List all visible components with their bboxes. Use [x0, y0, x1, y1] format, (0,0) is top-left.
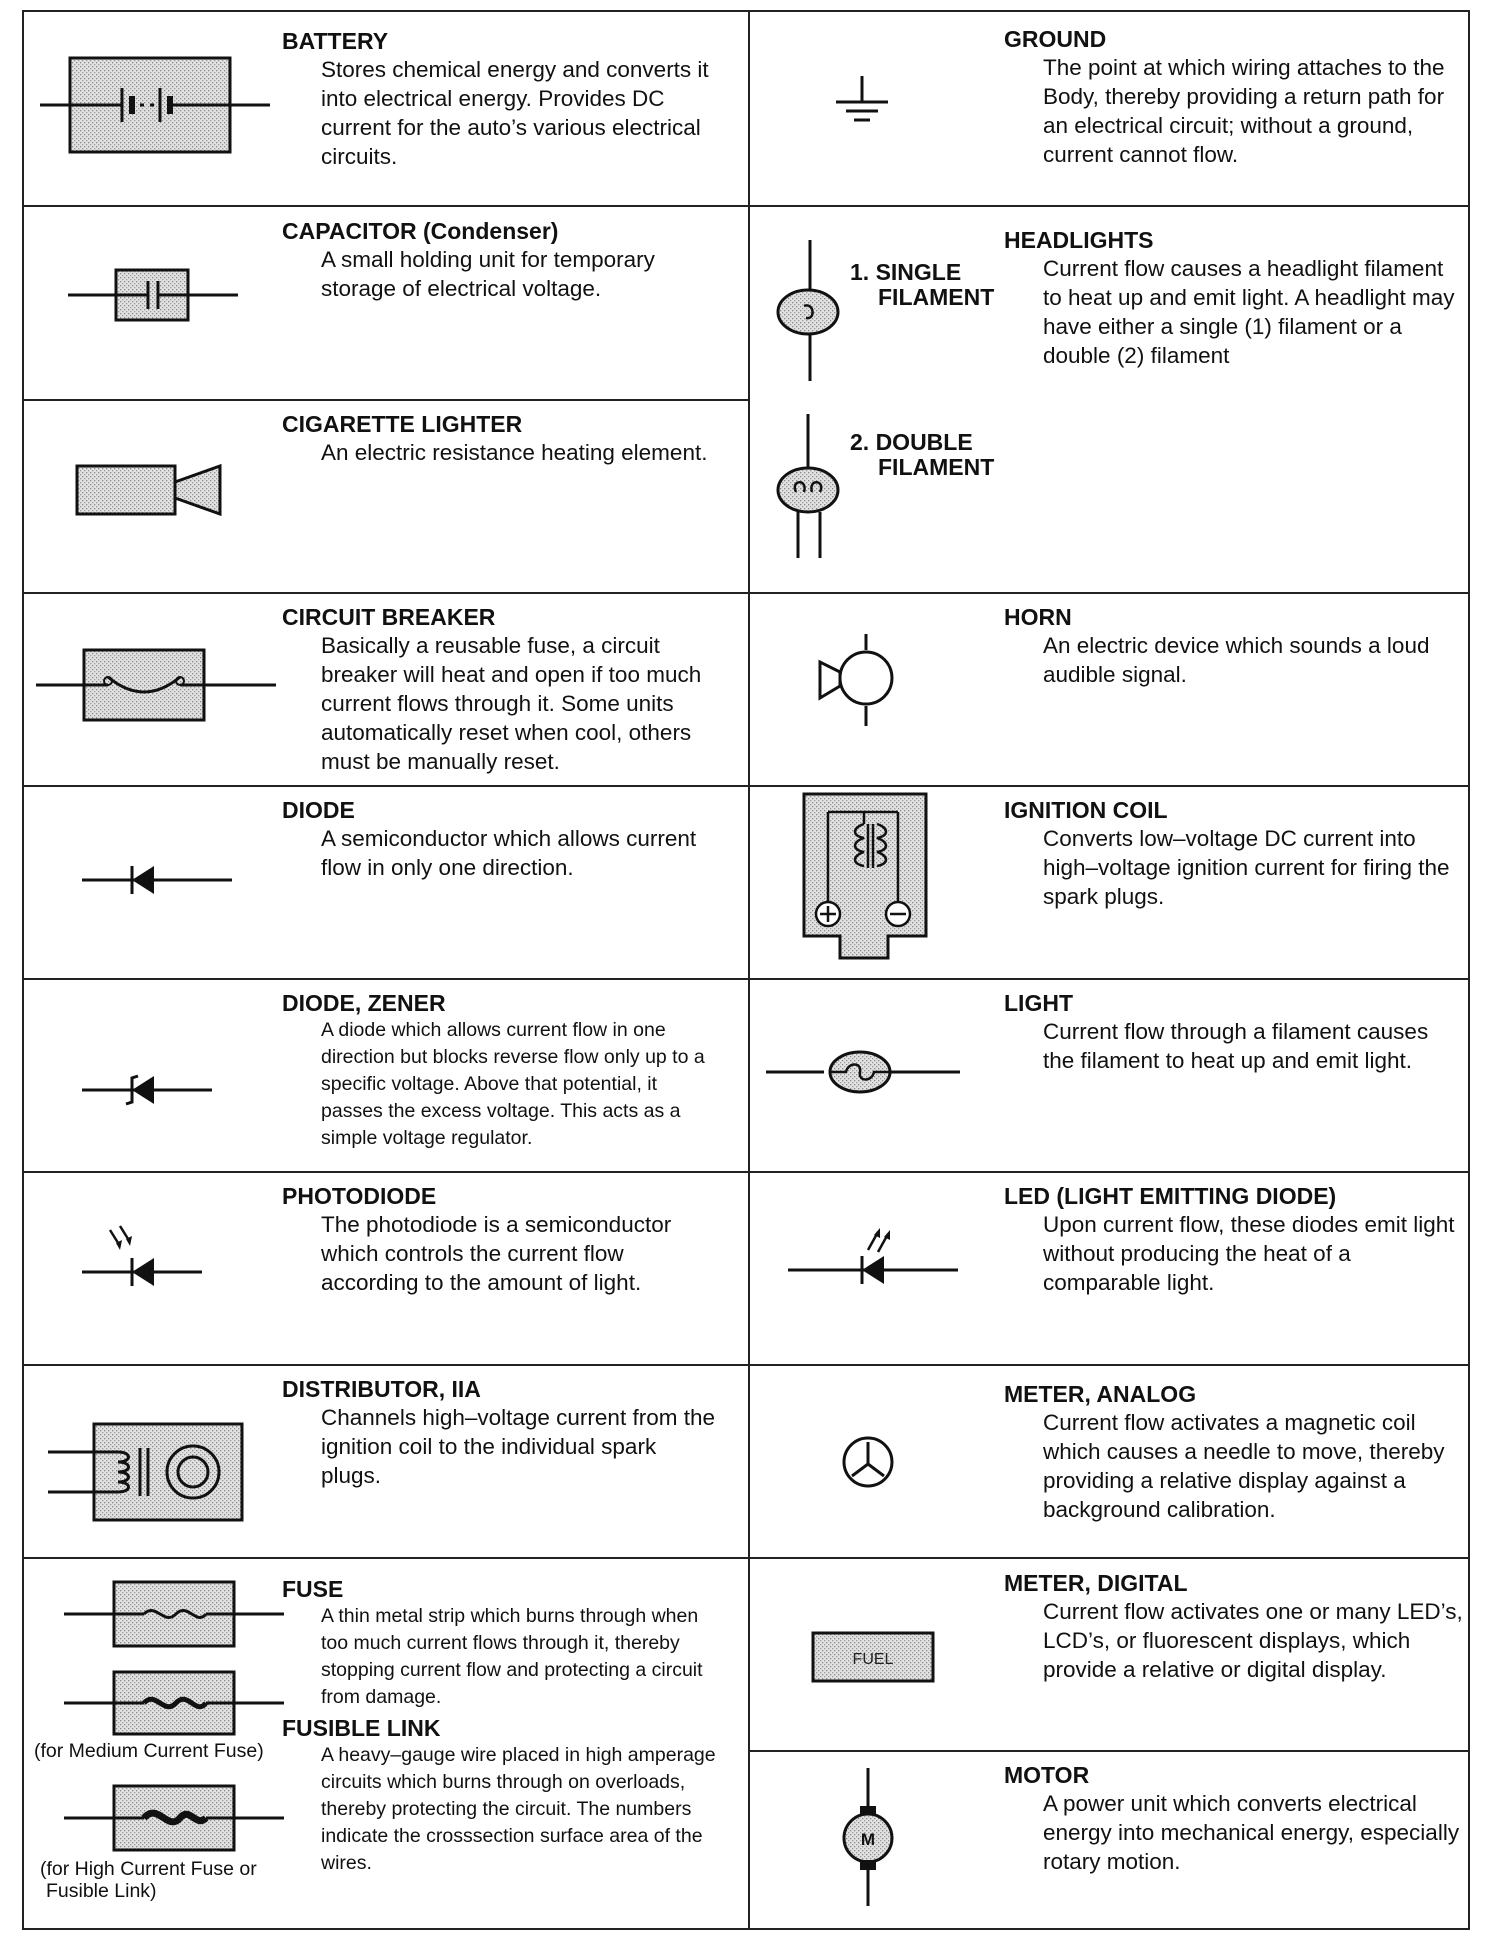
medium-current-fuse-icon [64, 1668, 284, 1738]
row-divider [24, 1557, 748, 1559]
entry-title: MOTOR [1004, 1762, 1090, 1788]
entry-title: HEADLIGHTS [1004, 227, 1154, 253]
entry-title: BATTERY [282, 28, 389, 54]
row-divider [748, 205, 1468, 207]
capacitor-icon [68, 265, 238, 325]
entry-description: Current flow causes a headlight filament to heat up and emit light. A headlight may have either a single (1) filament or a double (2) filament [1043, 256, 1455, 368]
entry-description: Converts low–voltage DC current into high–voltage ignition current for firing the spark plugs. [1043, 826, 1450, 909]
row-divider [748, 785, 1468, 787]
row-divider [748, 1171, 1468, 1173]
entry-title: FUSIBLE LINK [282, 1715, 441, 1741]
entry-title: HORN [1004, 604, 1072, 630]
battery-entry [282, 28, 722, 171]
row-divider [24, 1364, 748, 1366]
row-divider [748, 978, 1468, 980]
distributor-icon [48, 1418, 248, 1528]
cigarette-lighter-icon [74, 460, 234, 520]
entry-description: The photodiode is a semiconductor which controls the current flow according to the amount of light. [321, 1212, 672, 1295]
ignition-coil-entry [1004, 797, 1464, 911]
motor-label: M [860, 1830, 876, 1849]
circuit-breaker-entry [282, 604, 722, 776]
double-filament-headlight-icon [768, 412, 838, 558]
entry-description: A semiconductor which allows current flow in only one direction. [321, 826, 697, 880]
double-filament-label-line2: FILAMENT [878, 454, 995, 480]
single-filament-headlight-icon [768, 238, 828, 383]
ground-entry [1004, 26, 1464, 169]
entry-title: PHOTODIODE [282, 1183, 437, 1209]
entry-title: CAPACITOR (Condenser) [282, 218, 559, 244]
row-divider [748, 1557, 1468, 1559]
zener-diode-entry [282, 990, 722, 1152]
digital-meter-icon [810, 1630, 936, 1684]
led-icon [788, 1222, 960, 1292]
entry-description: A heavy–gauge wire placed in high amperage circuits which burns through on overloads, thereby protecting the circuit. The numbers indicate the crosssection surface area of the wires. [321, 1744, 716, 1874]
photodiode-entry [282, 1183, 722, 1297]
digital-meter-display: FUEL [852, 1651, 894, 1668]
horn-icon [816, 632, 896, 728]
row-divider [748, 592, 1468, 594]
double-filament-label-line1: 2. DOUBLE [850, 429, 973, 455]
diode-icon [82, 860, 232, 900]
cigarette-lighter-entry [282, 411, 722, 467]
entry-title: LED (LIGHT EMITTING DIODE) [1004, 1183, 1337, 1209]
entry-description: Stores chemical energy and converts it into electrical energy. Provides DC current for the auto’s various electrical circuits. [321, 57, 709, 169]
ground-icon [832, 72, 892, 132]
medium-fuse-caption: (for Medium Current Fuse) [34, 1740, 264, 1762]
entry-title: GROUND [1004, 26, 1107, 52]
entry-description: A thin metal strip which burns through when too much current flows through it, thereby stopping current flow and protecting a circuit from damage. [321, 1605, 703, 1708]
entry-description: The point at which wiring attaches to the Body, thereby providing a return path for an electrical circuit; without a ground, current cannot flow. [1043, 55, 1445, 167]
row-divider [24, 785, 748, 787]
row-divider [748, 1364, 1468, 1366]
entry-title: FUSE [282, 1576, 344, 1602]
entry-title: METER, DIGITAL [1004, 1570, 1188, 1596]
entry-description: A small holding unit for temporary storage of electrical voltage. [321, 247, 655, 301]
row-divider [748, 1750, 1468, 1752]
circuit-breaker-icon [36, 645, 276, 725]
row-divider [24, 978, 748, 980]
single-filament-label-line2: FILAMENT [878, 284, 995, 310]
high-fuse-caption-line1: (for High Current Fuse or [40, 1858, 257, 1880]
row-divider [24, 1171, 748, 1173]
entry-description: Current flow activates one or many LED’s, LCD’s, or fluorescent displays, which provide a relative or digital display. [1043, 1599, 1463, 1682]
entry-description: An electric resistance heating element. [321, 440, 708, 465]
entry-title: DIODE [282, 797, 355, 823]
entry-title: CIGARETTE LIGHTER [282, 411, 523, 437]
entry-title: METER, ANALOG [1004, 1381, 1197, 1407]
analog-meter-entry [1004, 1381, 1464, 1524]
entry-description: Current flow activates a magnetic coil which causes a needle to move, thereby providing a relative display against a background calibration. [1043, 1410, 1445, 1522]
high-fuse-caption-line2: Fusible Link) [46, 1880, 157, 1902]
entry-description: An electric device which sounds a loud audible signal. [1043, 633, 1430, 687]
entry-title: IGNITION COIL [1004, 797, 1168, 823]
battery-icon [40, 50, 270, 160]
single-filament-label-line1: 1. SINGLE [850, 259, 962, 285]
column-divider [748, 12, 750, 1928]
analog-meter-icon [840, 1434, 896, 1490]
light-icon [766, 1048, 960, 1096]
entry-description: A power unit which converts electrical energy into mechanical energy, especially rotary motion. [1043, 1791, 1460, 1874]
entry-title: DIODE, ZENER [282, 990, 446, 1016]
digital-meter-entry [1004, 1570, 1464, 1684]
row-divider [24, 205, 748, 207]
photodiode-icon [82, 1222, 212, 1292]
entry-description: Channels high–voltage current from the ignition coil to the individual spark plugs. [321, 1405, 715, 1488]
entry-title: DISTRIBUTOR, IIA [282, 1376, 481, 1402]
distributor-entry [282, 1376, 722, 1490]
motor-entry [1004, 1762, 1464, 1876]
ignition-coil-icon [800, 790, 930, 960]
diode-entry [282, 797, 722, 882]
horn-entry [1004, 604, 1464, 689]
row-divider [24, 592, 748, 594]
entry-description: Upon current flow, these diodes emit light without producing the heat of a comparable light. [1043, 1212, 1455, 1295]
fuse-entry [282, 1576, 722, 1711]
row-divider [24, 399, 748, 401]
capacitor-entry [282, 218, 722, 303]
motor-icon [838, 1766, 898, 1908]
entry-description: Current flow through a filament causes the filament to heat up and emit light. [1043, 1019, 1429, 1073]
high-current-fuse-icon [64, 1782, 284, 1854]
fusible-link-entry [282, 1715, 722, 1877]
light-entry [1004, 990, 1464, 1075]
entry-title: CIRCUIT BREAKER [282, 604, 496, 630]
led-entry [1004, 1183, 1464, 1297]
entry-title: LIGHT [1004, 990, 1073, 1016]
entry-description: A diode which allows current flow in one direction but blocks reverse flow only up to a specific voltage. Above that potential, it passes the excess voltage. This acts as a simple voltage regulator. [321, 1019, 705, 1149]
entry-description: Basically a reusable fuse, a circuit breaker will heat and open if too much current flows through it. Some units automatically reset when cool, others must be manually reset. [321, 633, 702, 774]
zener-diode-icon [82, 1070, 212, 1110]
headlights-entry [1004, 227, 1464, 370]
fuse-icon [64, 1578, 284, 1650]
